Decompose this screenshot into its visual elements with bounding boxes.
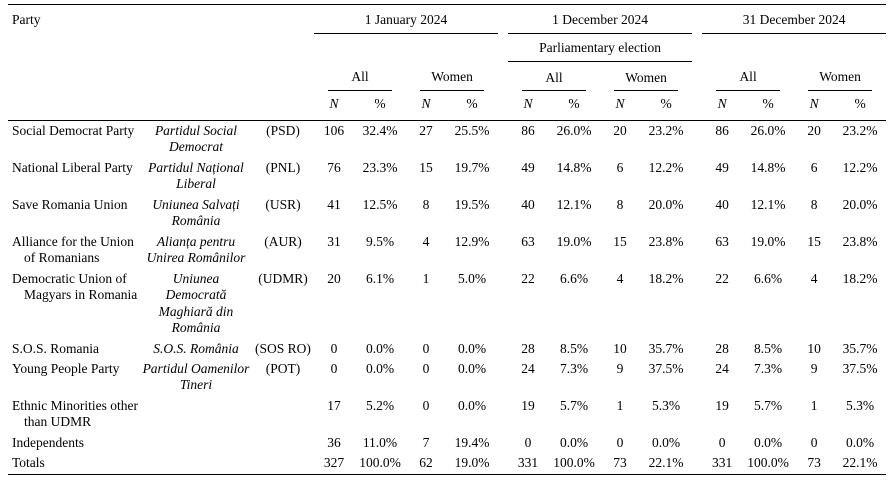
count-cell: 0 [718, 434, 726, 450]
percent-cell: 19.0% [446, 453, 498, 474]
party-abbr: (POT) [265, 360, 301, 376]
measure-n-header: N [702, 91, 742, 120]
percent-cell: 7.3% [754, 360, 783, 376]
party-name-ro: Uniunea Salvați România [152, 196, 240, 229]
count-cell: 1 [810, 397, 818, 413]
percent-cell: 19.4% [454, 434, 490, 450]
group-spacer [498, 339, 508, 359]
group-spacer [498, 195, 508, 232]
table-row [8, 269, 886, 339]
percent-cell: 5.3% [652, 397, 681, 413]
percent-cell: 9.5% [365, 233, 395, 249]
group-spacer [498, 396, 508, 433]
group-spacer [692, 359, 702, 396]
percent-cell: 0.0% [754, 434, 783, 450]
percent-cell: 18.2% [842, 270, 878, 286]
count-cell: 0 [422, 397, 430, 413]
party-name-ro: Alianța pentru Unirea Românilor [146, 233, 246, 266]
group-spacer [692, 158, 702, 195]
count-cell: 4 [810, 270, 818, 286]
subheader-women [406, 61, 498, 91]
group-spacer [692, 232, 702, 269]
party-abbr: (PSD) [266, 122, 300, 138]
party-name-en: Alliance for the Union of Romanians [12, 233, 134, 266]
percent-cell: 19.5% [454, 196, 490, 212]
count-cell: 20 [327, 270, 341, 286]
group-spacer [498, 359, 508, 396]
party-abbr [252, 433, 314, 453]
percent-cell: 23.2% [648, 122, 684, 138]
percent-cell: 23.3% [362, 159, 398, 175]
count-cell: 10 [613, 340, 627, 356]
count-cell: 0 [524, 434, 532, 450]
measure-pct-header: % [640, 91, 692, 120]
percent-cell: 8.5% [754, 340, 783, 356]
subheader-women [794, 61, 886, 91]
percent-cell: 26.0% [556, 122, 592, 138]
count-cell: 331 [508, 453, 548, 474]
count-cell: 41 [327, 196, 341, 212]
percent-cell: 100.0% [548, 453, 600, 474]
percent-cell: 5.2% [365, 397, 395, 413]
count-cell: 20 [613, 122, 627, 138]
table-row [8, 433, 886, 453]
group-spacer [498, 232, 508, 269]
count-cell: 76 [327, 159, 341, 175]
count-cell: 63 [715, 233, 729, 249]
party-name-en: Ethnic Minorities other than UDMR [12, 397, 138, 430]
count-cell: 4 [422, 233, 430, 249]
parliamentary-election-note: Parliamentary election [508, 34, 692, 61]
party-abbr: (UDMR) [258, 270, 308, 286]
group-spacer [692, 396, 702, 433]
group-spacer [498, 433, 508, 453]
count-cell: 40 [521, 196, 535, 212]
count-cell: 15 [807, 233, 821, 249]
count-cell: 40 [715, 196, 729, 212]
count-cell: 28 [715, 340, 729, 356]
group-spacer [692, 61, 702, 91]
group-spacer [498, 120, 508, 157]
count-cell: 9 [810, 360, 818, 376]
subheader-women-label: Women [420, 61, 484, 90]
count-cell: 8 [422, 196, 430, 212]
count-cell: 331 [702, 453, 742, 474]
count-cell: 15 [419, 159, 433, 175]
date-group-dec31: 31 December 2024 [702, 5, 886, 34]
group-spacer [498, 91, 508, 120]
group-spacer [692, 339, 702, 359]
table-row [8, 453, 886, 474]
group-spacer [498, 5, 508, 34]
table-row [8, 158, 886, 195]
table-body [8, 120, 886, 474]
count-cell: 15 [613, 233, 627, 249]
party-name-en: Save Romania Union [12, 196, 128, 212]
percent-cell: 26.0% [750, 122, 786, 138]
count-cell: 8 [616, 196, 624, 212]
count-cell: 27 [419, 122, 433, 138]
percent-cell: 0.0% [457, 397, 487, 413]
percent-cell: 19.0% [556, 233, 592, 249]
count-cell: 7 [422, 434, 430, 450]
count-cell: 49 [715, 159, 729, 175]
count-cell: 19 [521, 397, 535, 413]
count-cell: 9 [616, 360, 624, 376]
party-abbr: (AUR) [264, 233, 302, 249]
count-cell: 1 [422, 270, 430, 286]
percent-cell: 100.0% [742, 453, 794, 474]
party-name-en: Young People Party [12, 360, 120, 376]
percent-cell: 14.8% [750, 159, 786, 175]
percent-cell: 100.0% [354, 453, 406, 474]
party-abbr [252, 453, 314, 474]
percent-cell: 5.7% [754, 397, 783, 413]
measure-n-header: N [600, 91, 640, 120]
subheader-all-label: All [522, 62, 586, 91]
count-cell: 28 [521, 340, 535, 356]
measure-n-header: N [406, 91, 446, 120]
count-cell: 19 [715, 397, 729, 413]
count-cell: 0 [330, 340, 338, 356]
measure-pct-header: % [742, 91, 794, 120]
count-cell: 8 [810, 196, 818, 212]
count-cell: 0 [616, 434, 624, 450]
subheader-all [702, 61, 794, 91]
percent-cell: 11.0% [362, 434, 398, 450]
percent-cell: 6.1% [365, 270, 395, 286]
count-cell: 6 [616, 159, 624, 175]
count-cell: 22 [715, 270, 729, 286]
group-spacer [692, 433, 702, 453]
percent-cell: 12.1% [750, 196, 786, 212]
measure-pct-header: % [446, 91, 498, 120]
count-cell: 73 [600, 453, 640, 474]
table-row [8, 232, 886, 269]
party-abbr: (USR) [265, 196, 301, 212]
percent-cell: 20.0% [842, 196, 878, 212]
count-cell: 0 [422, 340, 430, 356]
party-name-ro: Partidul Oamenilor Tineri [142, 360, 250, 393]
party-name-ro: Partidul Național Liberal [148, 159, 244, 192]
measure-pct-header: % [354, 91, 406, 120]
party-name-ro: Partidul Social Democrat [154, 122, 238, 155]
percent-cell: 23.2% [842, 122, 878, 138]
count-cell: 63 [521, 233, 535, 249]
count-cell: 86 [715, 122, 729, 138]
party-abbr: (SOS RO) [255, 340, 311, 356]
party-representation-table [8, 4, 886, 475]
count-cell: 106 [323, 122, 345, 138]
percent-cell: 20.0% [648, 196, 684, 212]
party-abbr: (PNL) [265, 159, 301, 175]
percent-cell: 37.5% [648, 360, 684, 376]
percent-cell: 0.0% [652, 434, 681, 450]
party-name-ro: S.O.S. România [153, 340, 239, 356]
table-row [8, 339, 886, 359]
group-spacer [692, 5, 702, 34]
percent-cell: 37.5% [842, 360, 878, 376]
count-cell: 0 [330, 360, 338, 376]
percent-cell: 14.8% [556, 159, 592, 175]
percent-cell: 19.7% [454, 159, 490, 175]
percent-cell: 19.0% [750, 233, 786, 249]
percent-cell: 7.3% [559, 360, 589, 376]
count-cell: 327 [314, 453, 354, 474]
count-cell: 73 [794, 453, 834, 474]
header-row-dates [8, 5, 886, 34]
group-spacer [498, 453, 508, 474]
party-name-ro [140, 396, 252, 433]
percent-cell: 22.1% [640, 453, 692, 474]
percent-cell: 0.0% [457, 340, 487, 356]
group-spacer [498, 158, 508, 195]
percent-cell: 8.5% [559, 340, 589, 356]
party-name-en: National Liberal Party [12, 159, 133, 175]
party-name-en: Totals [8, 453, 140, 474]
table-row [8, 195, 886, 232]
subheader-all-label: All [716, 61, 780, 90]
measure-pct-header: % [834, 91, 886, 120]
party-column-header: Party [8, 5, 314, 121]
party-name-ro [140, 453, 252, 474]
percent-cell: 25.5% [454, 122, 490, 138]
percent-cell: 6.6% [754, 270, 783, 286]
subheader-women-label: Women [808, 61, 872, 90]
count-cell: 6 [810, 159, 818, 175]
party-name-en: Independents [12, 434, 84, 450]
subheader-women [600, 61, 692, 91]
percent-cell: 23.8% [842, 233, 878, 249]
count-cell: 20 [807, 122, 821, 138]
percent-cell: 35.7% [648, 340, 684, 356]
measure-n-header: N [508, 91, 548, 120]
count-cell: 24 [715, 360, 729, 376]
percent-cell: 0.0% [457, 360, 487, 376]
party-name-ro [140, 433, 252, 453]
group-spacer [692, 269, 702, 339]
date-group-dec1: 1 December 2024 [508, 5, 692, 34]
party-name-en: Social Democrat Party [12, 122, 135, 138]
party-name-ro: Uniunea Democrată Maghiară din România [158, 270, 234, 336]
count-cell: 86 [521, 122, 535, 138]
measure-n-header: N [794, 91, 834, 120]
percent-cell: 5.0% [457, 270, 487, 286]
percent-cell: 0.0% [559, 434, 589, 450]
count-cell: 10 [807, 340, 821, 356]
table-row [8, 396, 886, 433]
percent-cell: 0.0% [365, 360, 395, 376]
percent-cell: 35.7% [842, 340, 878, 356]
group-spacer [692, 453, 702, 474]
percent-cell: 23.8% [648, 233, 684, 249]
table-row [8, 359, 886, 396]
count-cell: 24 [521, 360, 535, 376]
count-cell: 22 [521, 270, 535, 286]
group-spacer [692, 195, 702, 232]
percent-cell: 12.1% [556, 196, 592, 212]
percent-cell: 32.4% [362, 122, 398, 138]
percent-cell: 0.0% [365, 340, 395, 356]
group-spacer [692, 91, 702, 120]
measure-n-header: N [314, 91, 354, 120]
percent-cell: 12.9% [454, 233, 490, 249]
subheader-all [314, 61, 406, 91]
table-header [8, 5, 886, 121]
party-abbr [252, 396, 314, 433]
percent-cell: 5.3% [846, 397, 875, 413]
group-spacer [498, 61, 508, 91]
percent-cell: 12.2% [842, 159, 878, 175]
note-empty-cell [314, 34, 498, 61]
percent-cell: 5.7% [559, 397, 589, 413]
group-spacer [692, 34, 702, 61]
party-name-en: Democratic Union of Magyars in Romania [12, 270, 138, 303]
count-cell: 0 [422, 360, 430, 376]
group-spacer [498, 269, 508, 339]
percent-cell: 12.5% [362, 196, 398, 212]
party-name-en: S.O.S. Romania [12, 340, 100, 356]
note-empty-cell [702, 34, 886, 61]
count-cell: 31 [327, 233, 341, 249]
percent-cell: 6.6% [559, 270, 589, 286]
table-row [8, 120, 886, 157]
percent-cell: 0.0% [846, 434, 875, 450]
percent-cell: 12.2% [648, 159, 684, 175]
date-group-jan: 1 January 2024 [314, 5, 498, 34]
count-cell: 0 [810, 434, 818, 450]
percent-cell: 22.1% [834, 453, 886, 474]
subheader-all-label: All [328, 61, 392, 90]
count-cell: 17 [327, 397, 341, 413]
count-cell: 4 [616, 270, 624, 286]
subheader-all [508, 61, 600, 91]
count-cell: 62 [406, 453, 446, 474]
measure-pct-header: % [548, 91, 600, 120]
subheader-women-label: Women [614, 62, 678, 91]
group-spacer [498, 34, 508, 61]
count-cell: 36 [327, 434, 341, 450]
group-spacer [692, 120, 702, 157]
count-cell: 1 [616, 397, 624, 413]
count-cell: 49 [521, 159, 535, 175]
percent-cell: 18.2% [648, 270, 684, 286]
